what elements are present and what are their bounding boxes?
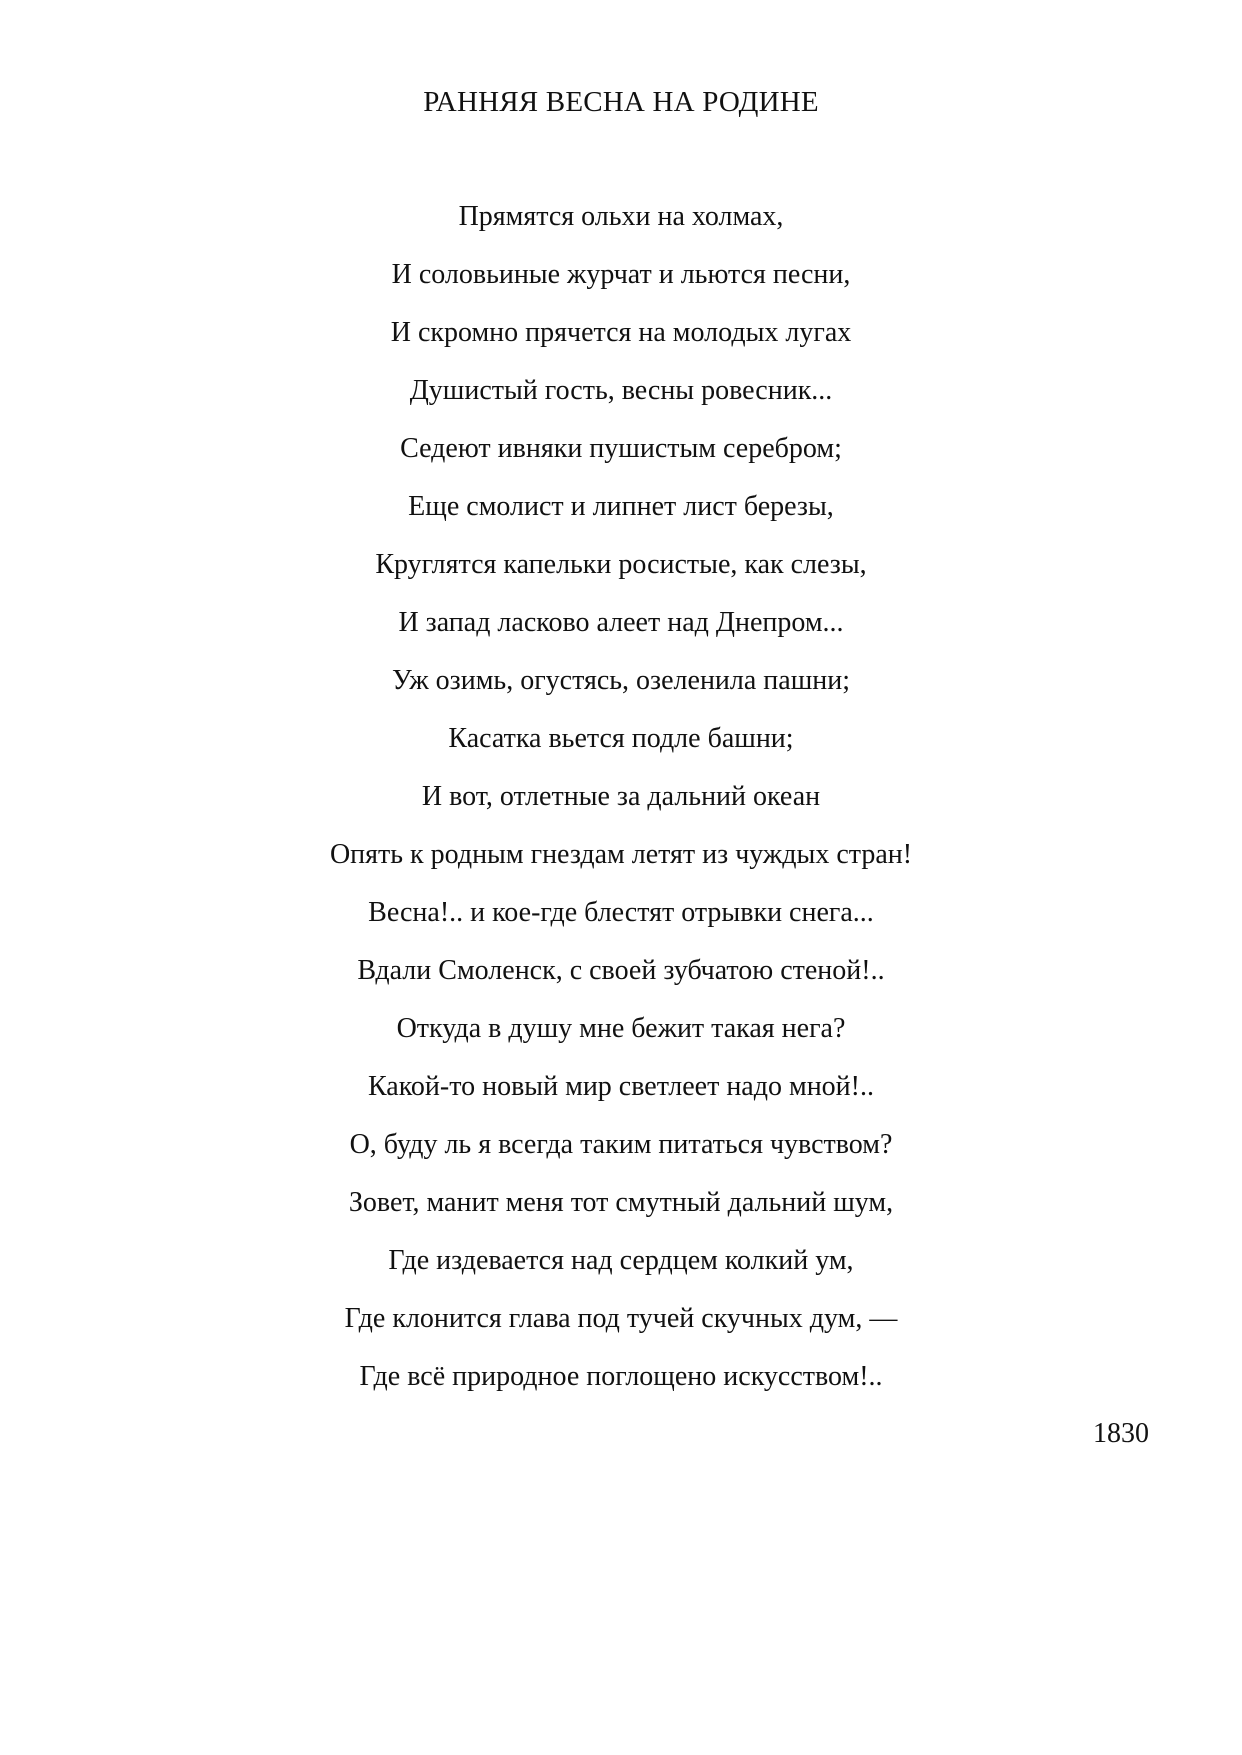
poem-line: Уж озимь, огустясь, озеленила пашни; xyxy=(391,665,851,696)
poem-line: И скромно прячется на молодых лугах xyxy=(390,317,852,348)
poem-line: Седеют ивняки пушистым серебром; xyxy=(400,433,842,464)
poem-line: Где всё природное поглощено искусством!.. xyxy=(359,1361,883,1392)
poem-title: РАННЯЯ ВЕСНА НА РОДИНЕ xyxy=(423,86,819,118)
poem-line: Круглятся капельки росистые, как слезы, xyxy=(375,549,867,580)
poem-line: Откуда в душу мне бежит такая нега? xyxy=(396,1013,846,1044)
poem-line: И запад ласково алеет над Днепром... xyxy=(398,607,844,638)
poem-line: Касатка вьется подле башни; xyxy=(448,723,794,754)
poem-line: Опять к родным гнездам летят из чуждых стран! xyxy=(329,839,913,870)
poem-body xyxy=(0,197,1242,1415)
poem-line: И вот, отлетные за дальний океан xyxy=(421,781,821,812)
poem-line: Зовет, манит меня тот смутный дальний шум, xyxy=(348,1187,894,1218)
poem-line: Какой-то новый мир светлеет надо мной!.. xyxy=(368,1071,874,1102)
poem-line: Где клонится глава под тучей скучных дум, — xyxy=(344,1303,898,1334)
poem-line: Вдали Смоленск, с своей зубчатою стеной!.. xyxy=(357,955,885,986)
poem-line: Весна!.. и кое-где блестят отрывки снега... xyxy=(368,897,874,928)
poem-line: Где издевается над сердцем колкий ум, xyxy=(388,1245,854,1276)
poem-line: Прямятся ольхи на холмах, xyxy=(458,201,784,232)
poem-line: О, буду ль я всегда таким питаться чувством? xyxy=(349,1129,893,1160)
poem-year: 1830 xyxy=(1093,1418,1149,1449)
poem-line: Еще смолист и липнет лист березы, xyxy=(408,491,834,522)
poem-line: Душистый гость, весны ровесник... xyxy=(409,375,833,406)
poem-line: И соловьиные журчат и льются песни, xyxy=(391,259,851,290)
